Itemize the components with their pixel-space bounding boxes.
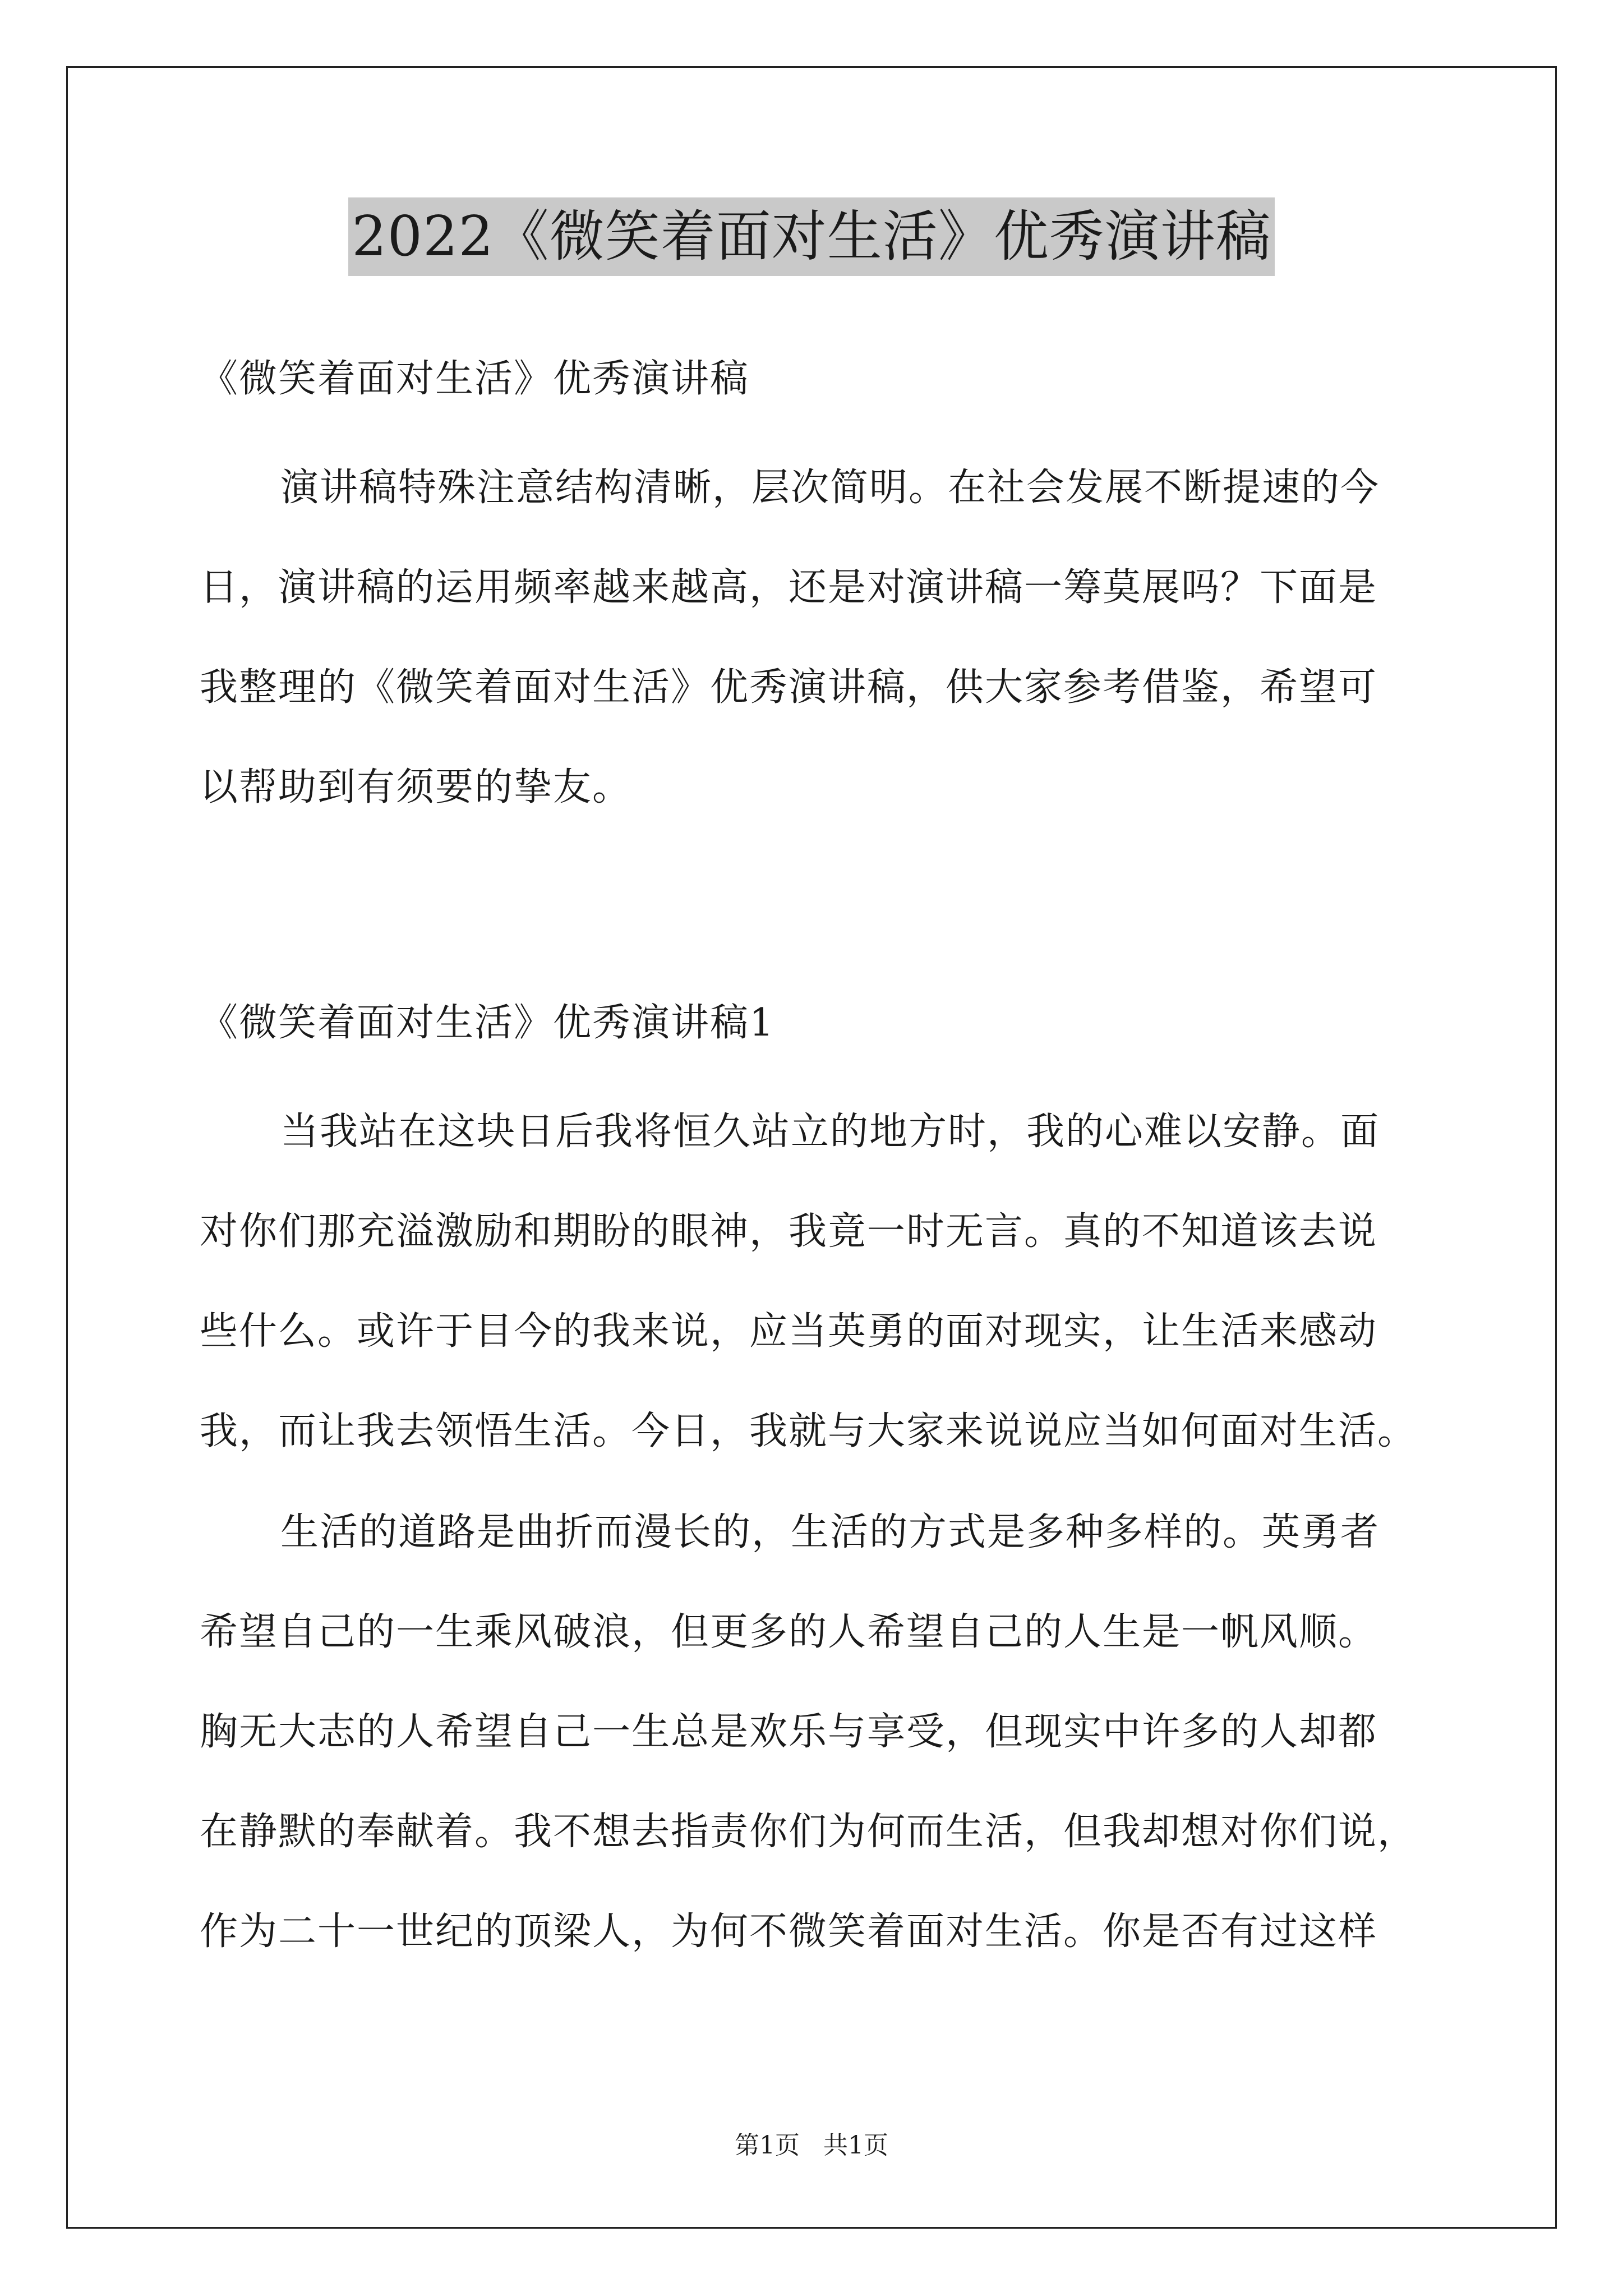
intro-line: 演讲稿特殊注意结构清晰，层次简明。在社会发展不断提速的今: [280, 466, 1380, 510]
intro-line: 以帮助到有须要的挚友。: [200, 765, 632, 809]
paragraph-line: 些什么。或许于目今的我来说，应当英勇的面对现实，让生活来感动: [200, 1309, 1378, 1354]
paragraph-line: 作为二十一世纪的顶梁人，为何不微笑着面对生活。你是否有过这样: [200, 1910, 1378, 1954]
paragraph-line: 对你们那充溢激励和期盼的眼神，我竟一时无言。真的不知道该去说: [200, 1209, 1378, 1254]
section-heading: 《微笑着面对生活》优秀演讲稿1: [200, 1001, 775, 1045]
paragraph-line: 生活的道路是曲折而漫长的，生活的方式是多种多样的。英勇者: [280, 1510, 1380, 1554]
intro-line: 日，演讲稿的运用频率越来越高，还是对演讲稿一筹莫展吗？下面是: [200, 565, 1378, 610]
paragraph-line: 希望自己的一生乘风破浪，但更多的人希望自己的人生是一帆风顺。: [200, 1610, 1378, 1654]
paragraph-line: 在静默的奉献着。我不想去指责你们为何而生活，但我却想对你们说，: [200, 1810, 1417, 1854]
paragraph-line: 当我站在这块日后我将恒久站立的地方时，我的心难以安静。面: [280, 1110, 1380, 1154]
document-title: 2022《微笑着面对生活》优秀演讲稿: [348, 197, 1274, 276]
paragraph-line: 胸无大志的人希望自己一生总是欢乐与享受，但现实中许多的人却都: [200, 1710, 1378, 1754]
intro-line: 我整理的《微笑着面对生活》优秀演讲稿，供大家参考借鉴，希望可: [200, 665, 1378, 710]
paragraph-line: 我，而让我去领悟生活。今日，我就与大家来说说应当如何面对生活。: [200, 1409, 1417, 1453]
document-subtitle: 《微笑着面对生活》优秀演讲稿: [200, 357, 750, 401]
title-container: [0, 197, 1623, 276]
page-footer: 第1页 共1页: [735, 2131, 888, 2160]
